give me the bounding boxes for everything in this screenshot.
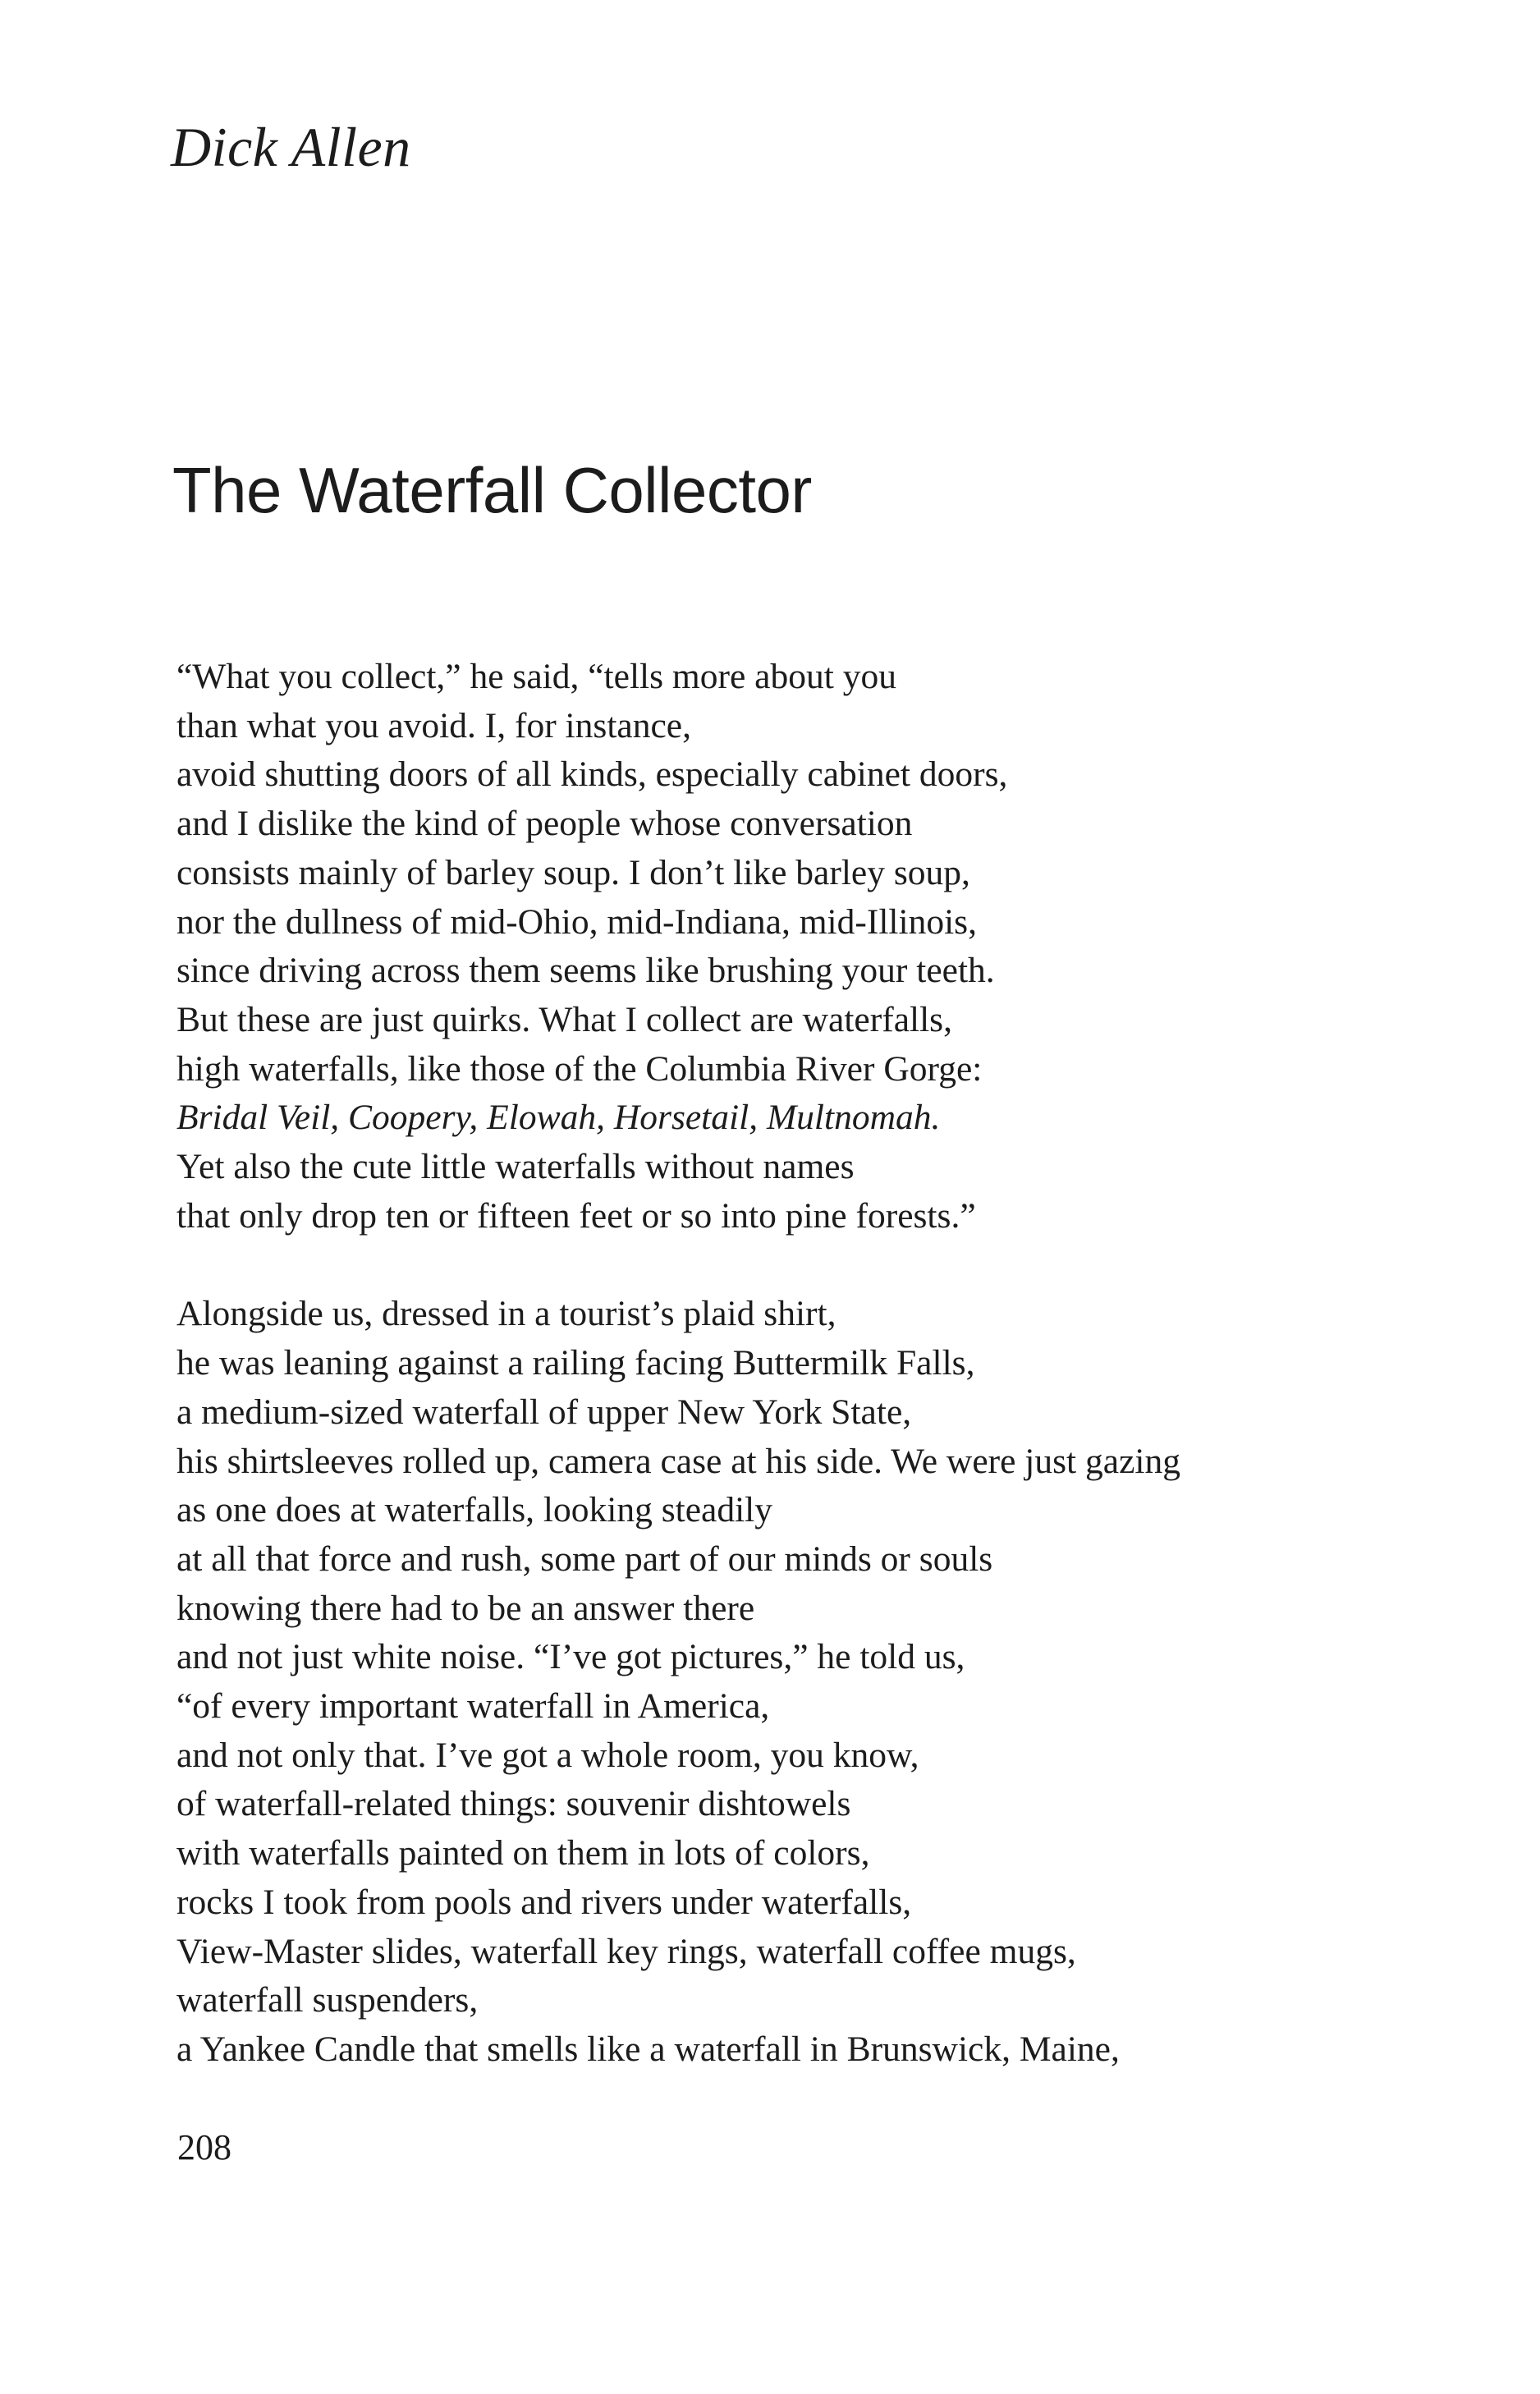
- poem-line: and not only that. I’ve got a whole room, you know,: [176, 1735, 919, 1775]
- poem-line: and I dislike the kind of people whose conversation: [176, 804, 913, 844]
- poem-line: of waterfall-related things: souvenir dishtowels: [176, 1784, 851, 1824]
- poem-line: high waterfalls, like those of the Columbia River Gorge:: [176, 1048, 983, 1089]
- poem-line: as one does at waterfalls, looking steadily: [176, 1490, 773, 1530]
- poem-line: Alongside us, dressed in a tourist’s plaid shirt,: [176, 1294, 836, 1334]
- poem-line: rocks I took from pools and rivers under waterfalls,: [176, 1882, 912, 1922]
- poem-line: consists mainly of barley soup. I don’t like barley soup,: [176, 852, 970, 892]
- poem-line: his shirtsleeves rolled up, camera case at his side. We were just gazing: [176, 1441, 1180, 1481]
- poem-line: “of every important waterfall in America,: [176, 1686, 770, 1727]
- stanza-2: [176, 1290, 1523, 2074]
- poem-line-waterfall-names: Bridal Veil, Coopery, Elowah, Horsetail, Multnomah.: [176, 1098, 941, 1138]
- poem-line: But these are just quirks. What I collect are waterfalls,: [176, 999, 952, 1039]
- author-name: Dick Allen: [171, 116, 411, 178]
- page-number: 208: [177, 2127, 231, 2167]
- poem-line: View-Master slides, waterfall key rings, waterfall coffee mugs,: [176, 1931, 1076, 1971]
- poem-line: since driving across them seems like brushing your teeth.: [176, 951, 995, 991]
- stanza-1: [176, 653, 1523, 1241]
- poem-line: at all that force and rush, some part of our minds or souls: [176, 1539, 993, 1579]
- poem-line: nor the dullness of mid-Ohio, mid-Indiana, mid-Illinois,: [176, 901, 977, 942]
- poem-line: that only drop ten or fifteen feet or so into pine forests.”: [176, 1195, 976, 1236]
- poem-line: knowing there had to be an answer there: [176, 1588, 755, 1628]
- poem-line: than what you avoid. I, for instance,: [176, 705, 691, 745]
- poem-line: with waterfalls painted on them in lots of colors,: [176, 1833, 870, 1873]
- poem-line: waterfall suspenders,: [176, 1980, 479, 2020]
- poem-line: Yet also the cute little waterfalls without names: [176, 1147, 855, 1187]
- poem-line: a medium-sized waterfall of upper New York State,: [176, 1392, 912, 1432]
- poem-line: he was leaning against a railing facing Buttermilk Falls,: [176, 1343, 975, 1383]
- poem-line: “What you collect,” he said, “tells more about you: [176, 657, 896, 696]
- poem-line: a Yankee Candle that smells like a waterfall in Brunswick, Maine,: [176, 2029, 1120, 2069]
- poem-body: [176, 653, 1523, 2075]
- poem-line: avoid shutting doors of all kinds, especially cabinet doors,: [176, 754, 1008, 795]
- poem-title: The Waterfall Collector: [172, 454, 812, 526]
- poem-line: and not just white noise. “I’ve got pictures,” he told us,: [176, 1637, 965, 1677]
